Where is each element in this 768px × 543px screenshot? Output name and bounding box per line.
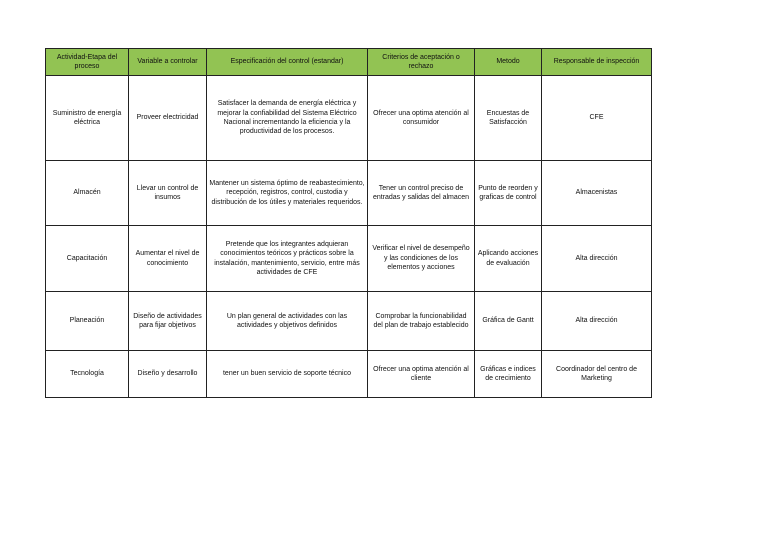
header-responsable: Responsable de inspección — [542, 49, 652, 76]
cell-metodo: Gráficas e indices de crecimiento — [475, 351, 542, 398]
cell-responsable: Almacenistas — [542, 161, 652, 226]
table-row — [46, 292, 652, 351]
cell-criterios: Verificar el nivel de desempeño y las condiciones de los elementos y acciones — [368, 226, 475, 292]
cell-responsable: Alta dirección — [542, 226, 652, 292]
table-row — [46, 161, 652, 226]
cell-responsable: CFE — [542, 76, 652, 161]
cell-variable: Aumentar el nivel de conocimiento — [129, 226, 207, 292]
table-row — [46, 76, 652, 161]
header-criterios: Criterios de aceptación o rechazo — [368, 49, 475, 76]
cell-metodo: Punto de reorden y graficas de control — [475, 161, 542, 226]
cell-criterios: Ofrecer una optima atención al consumidor — [368, 76, 475, 161]
table-row — [46, 226, 652, 292]
cell-criterios: Ofrecer una optima atención al cliente — [368, 351, 475, 398]
cell-criterios: Tener un control preciso de entradas y salidas del almacen — [368, 161, 475, 226]
cell-metodo: Encuestas de Satisfacción — [475, 76, 542, 161]
cell-actividad: Almacén — [46, 161, 129, 226]
table-row — [46, 351, 652, 398]
cell-actividad: Planeación — [46, 292, 129, 351]
cell-especificacion: tener un buen servicio de soporte técnico — [207, 351, 368, 398]
cell-actividad: Suministro de energía eléctrica — [46, 76, 129, 161]
cell-actividad: Capacitación — [46, 226, 129, 292]
header-row — [46, 49, 652, 76]
control-table — [45, 48, 652, 398]
cell-metodo: Gráfica de Gantt — [475, 292, 542, 351]
cell-variable: Llevar un control de insumos — [129, 161, 207, 226]
cell-especificacion: Mantener un sistema óptimo de reabastecimiento, recepción, registros, control, custodia y distribución de los útiles y materiales requeridos. — [207, 161, 368, 226]
cell-metodo: Aplicando acciones de evaluación — [475, 226, 542, 292]
cell-actividad: Tecnología — [46, 351, 129, 398]
cell-especificacion: Pretende que los integrantes adquieran conocimientos teóricos y prácticos sobre la instalación, mantenimiento, servicio, entre más actividades de CFE — [207, 226, 368, 292]
cell-variable: Diseño de actividades para fijar objetivos — [129, 292, 207, 351]
cell-variable: Proveer electricidad — [129, 76, 207, 161]
cell-criterios: Comprobar la funcionabilidad del plan de trabajo establecido — [368, 292, 475, 351]
header-variable: Variable a controlar — [129, 49, 207, 76]
cell-especificacion: Satisfacer la demanda de energía eléctrica y mejorar la confiabilidad del Sistema Eléctrico Nacional incrementando la eficiencia y la productividad de los procesos. — [207, 76, 368, 161]
cell-variable: Diseño y desarrollo — [129, 351, 207, 398]
cell-especificacion: Un plan general de actividades con las actividades y objetivos definidos — [207, 292, 368, 351]
header-metodo: Metodo — [475, 49, 542, 76]
header-actividad: Actividad-Etapa del proceso — [46, 49, 129, 76]
cell-responsable: Coordinador del centro de Marketing — [542, 351, 652, 398]
header-especificacion: Especificación del control (estandar) — [207, 49, 368, 76]
cell-responsable: Alta dirección — [542, 292, 652, 351]
